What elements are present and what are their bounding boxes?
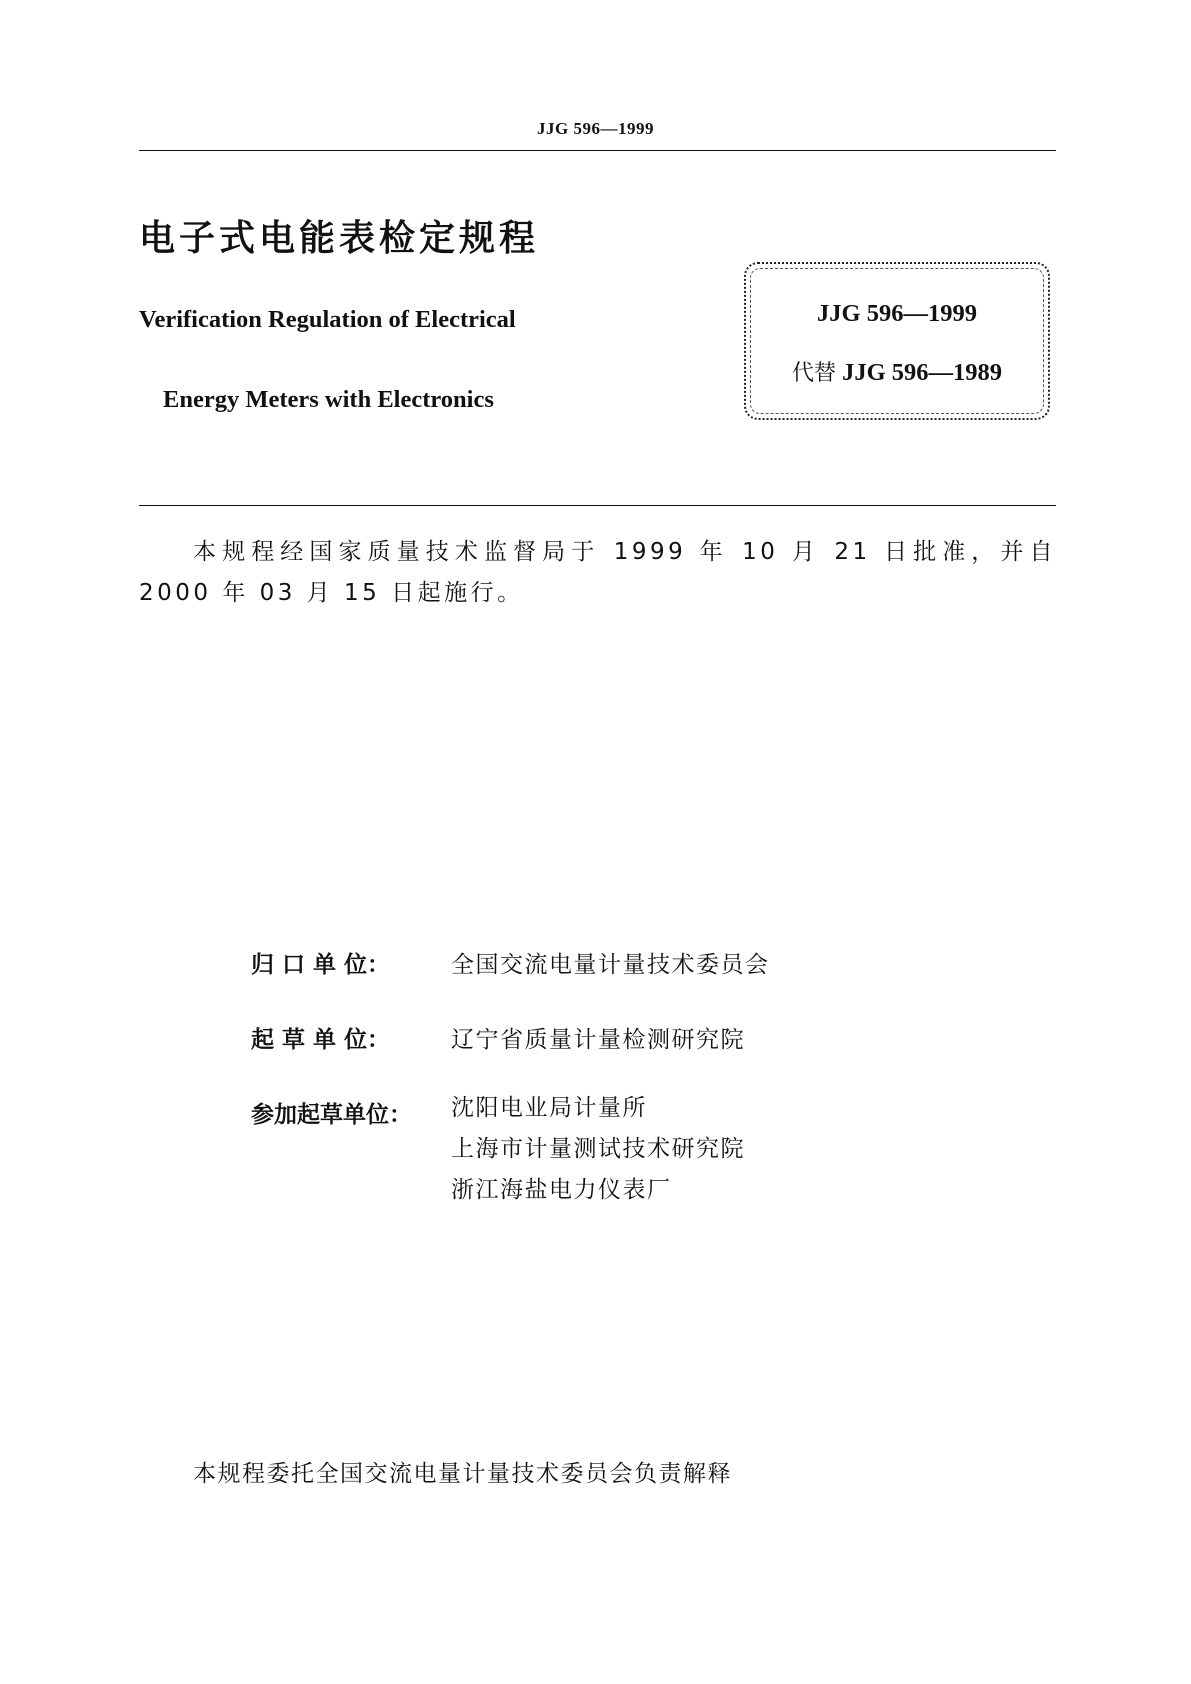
document-title-chinese: 电子式电能表检定规程 [139,218,540,259]
standard-code-box [744,262,1050,420]
responsible-unit-label: 归 口 单 位： [251,952,391,978]
participating-unit: 浙江海盐电力仪表厂 [451,1177,672,1203]
header-rule [139,150,1056,151]
standard-code: JJG 596—1999 [817,300,977,327]
replaces-code: JJG 596—1989 [842,359,1003,386]
drafting-unit-label: 起 草 单 位： [251,1027,391,1053]
responsible-unit-value: 全国交流电量计量技术委员会 [451,952,770,978]
approval-statement: 本规程经国家质量技术监督局于 1999 年 10 月 21 日批准，并自 2000 年 03 月 15 日起施行。 [139,539,1056,606]
document-title-english-line1: Verification Regulation of Electrical [139,306,516,333]
document-title-english-line2: Energy Meters with Electronics [163,386,494,413]
participating-unit: 沈阳电业局计量所 [451,1095,647,1121]
replaces-prefix: 代替 [791,361,836,386]
participating-unit: 上海市计量测试技术研究院 [451,1136,745,1162]
running-header: JJG 596—1999 [537,119,654,138]
participating-units-label: 参加起草单位： [251,1102,412,1128]
drafting-unit-value: 辽宁省质量计量检测研究院 [451,1027,745,1053]
section-rule [139,505,1056,506]
replaces-line [746,356,1048,387]
participating-units-list [451,1088,745,1211]
interpretation-note: 本规程委托全国交流电量计量技术委员会负责解释 [193,1461,732,1487]
